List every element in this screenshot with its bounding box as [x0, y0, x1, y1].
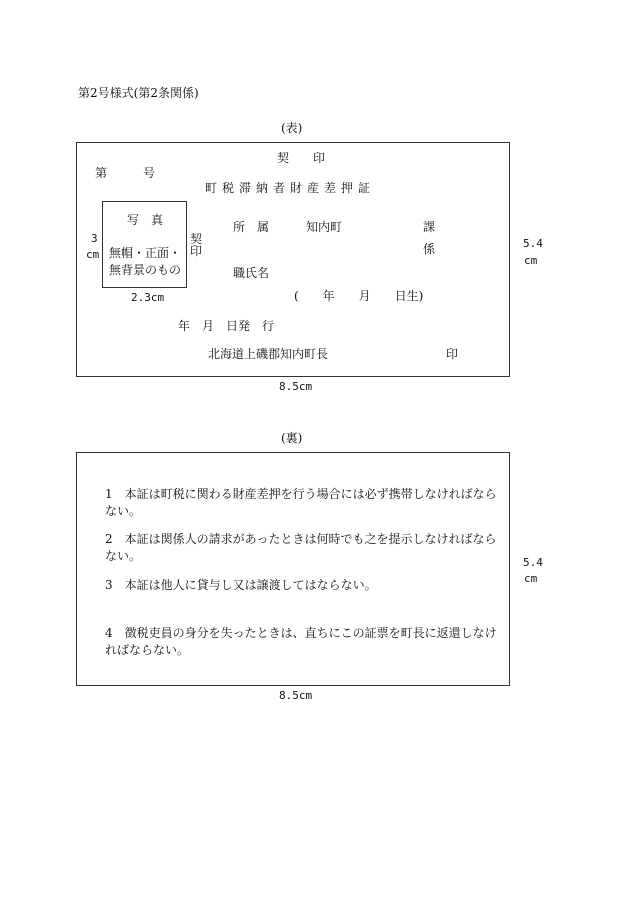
back-height-num: 5.4: [523, 556, 543, 569]
kakari-label: 係: [423, 242, 436, 256]
front-width: 8.5cm: [279, 380, 313, 393]
mayor-seal: 印: [446, 347, 459, 361]
town-name: 知内町: [306, 220, 343, 234]
seal-top: 契 印: [277, 151, 326, 165]
photo-note-2: 無背景のもの: [109, 263, 182, 277]
front-label: (表): [281, 121, 303, 135]
back-height-unit: cm: [524, 572, 538, 585]
front-height-num: 5.4: [523, 237, 543, 250]
form-title: 第2号様式(第2条関係): [78, 86, 199, 100]
photo-height-num: 3: [91, 232, 98, 245]
photo-height-unit: cm: [86, 248, 100, 261]
position-name-label: 職氏名: [233, 266, 270, 280]
mayor-name: 北海道上磯郡知内町長: [208, 347, 329, 361]
number-label: 第 号: [95, 166, 156, 180]
issue-date: 年 月 日発 行: [178, 319, 275, 333]
seal-side-2: 印: [190, 244, 203, 258]
affiliation-label: 所 属: [233, 220, 270, 234]
back-item-1: 1 本証は町税に関わる財産差押を行う場合には必ず携帯しなければならない。: [105, 487, 497, 518]
seal-side-1: 契: [190, 232, 203, 246]
photo-title: 写 真: [127, 213, 164, 227]
photo-width: 2.3cm: [131, 291, 165, 304]
back-width: 8.5cm: [279, 689, 313, 702]
front-height-unit: cm: [524, 254, 538, 267]
back-item-2: 2 本証は関係人の請求があったときは何時でも之を提示しなければならない。: [105, 532, 497, 563]
ka-label: 課: [423, 220, 436, 234]
birth-date: ( 年 月 日生): [294, 289, 424, 303]
photo-note-1: 無帽・正面・: [109, 246, 182, 260]
back-item-3: 3 本証は他人に貸与し又は譲渡してはならない。: [105, 578, 377, 592]
back-label: (裏): [281, 431, 303, 445]
card-title: 町税滞納者財産差押証: [205, 181, 376, 195]
back-item-4: 4 徴税吏員の身分を失ったときは、直ちにこの証票を町長に返還しなければならない。: [105, 626, 497, 657]
